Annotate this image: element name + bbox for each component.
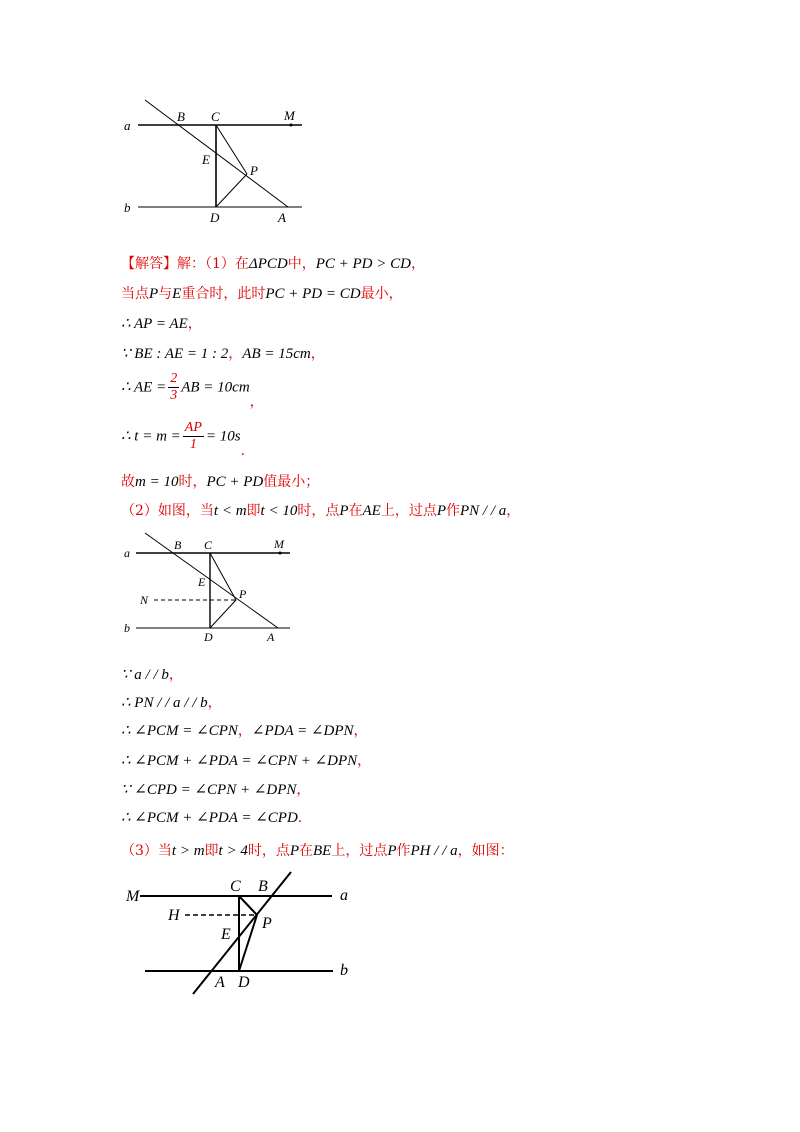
solution-line-7: 故m = 10时，PC + PD值最小； (121, 474, 320, 490)
fig3-label-b: b (340, 962, 348, 979)
solution-line-2: 当点P与E重合时，此时PC + PD = CD最小， (121, 286, 403, 302)
answer-header: 【解答】 (121, 256, 177, 272)
fig2-label-N: N (140, 593, 149, 607)
solution-line-1: 【解答】解：（1）在ΔPCD中，PC + PD > CD， (121, 256, 425, 272)
figure-3 (120, 868, 360, 998)
fig2-label-A: A (267, 630, 275, 644)
proof-line-6: ∴ ∠PCM + ∠PDA = ∠CPD. (121, 810, 303, 826)
solution-part-3-heading: （3）当t > m即t > 4时，点P在BE上，过点P作PH / / a，如图： (121, 843, 514, 859)
proof-line-4: ∴ ∠PCM + ∠PDA = ∠CPN + ∠DPN， (121, 753, 372, 769)
fig3-label-M: M (126, 888, 140, 905)
fig1-label-A: A (278, 210, 286, 225)
fraction-two-thirds: $\frac{2}{3}$ (170, 371, 178, 403)
proof-line-1: ∵ a / / b， (121, 667, 183, 683)
fig2-label-D: D (204, 630, 213, 644)
fig1-label-a: a (124, 118, 131, 133)
solution-line-3: ∴ AP = AE， (121, 316, 202, 332)
solution-part-2-heading: （2）如图，当t < m即t < 10时，点P在AE上，过点P作PN / / a， (121, 503, 521, 519)
fig1-label-D: D (210, 210, 220, 225)
fig1-label-B: B (177, 109, 185, 124)
solution-line-5: ∴ AE = $\frac{2}{3}$ AB = 10cm， (121, 371, 264, 410)
fig3-label-E: E (221, 926, 231, 943)
proof-line-3: ∴ ∠PCM = ∠CPN，∠PDA = ∠DPN， (121, 723, 368, 739)
solution-line-6: ∴ t = m = $\frac{AP}{1}$ = 10s. (121, 420, 246, 459)
fig3-label-A: A (215, 974, 225, 991)
fig1-label-E: E (202, 152, 210, 167)
fraction-ap-over-1: $\frac{AP}{1}$ (184, 420, 202, 452)
fig3-label-B: B (258, 878, 268, 895)
figure-1 (120, 95, 320, 235)
fig1-label-M: M (284, 108, 295, 123)
fig2-label-a: a (124, 546, 130, 560)
fig1-label-C: C (211, 109, 220, 124)
proof-line-2: ∴ PN / / a / / b， (121, 695, 222, 711)
fig2-label-C: C (204, 538, 213, 552)
fig1-label-P: P (250, 163, 258, 178)
fig2-label-M: M (274, 537, 284, 551)
fig2-label-B: B (174, 538, 182, 552)
solution-line-4: ∵ BE : AE = 1 : 2，AB = 15cm， (121, 346, 325, 362)
fig2-label-E: E (198, 575, 206, 589)
fig1-label-b: b (124, 200, 131, 215)
fig3-label-P: P (262, 915, 272, 932)
fig3-label-C: C (230, 878, 241, 895)
proof-line-5: ∵ ∠CPD = ∠CPN + ∠DPN， (121, 782, 311, 798)
fig3-label-a: a (340, 887, 348, 904)
fig2-label-b: b (124, 621, 130, 635)
figure-2 (120, 528, 320, 648)
fig3-label-D: D (238, 974, 250, 991)
fig3-label-H: H (168, 907, 180, 924)
fig2-label-P: P (239, 587, 247, 601)
